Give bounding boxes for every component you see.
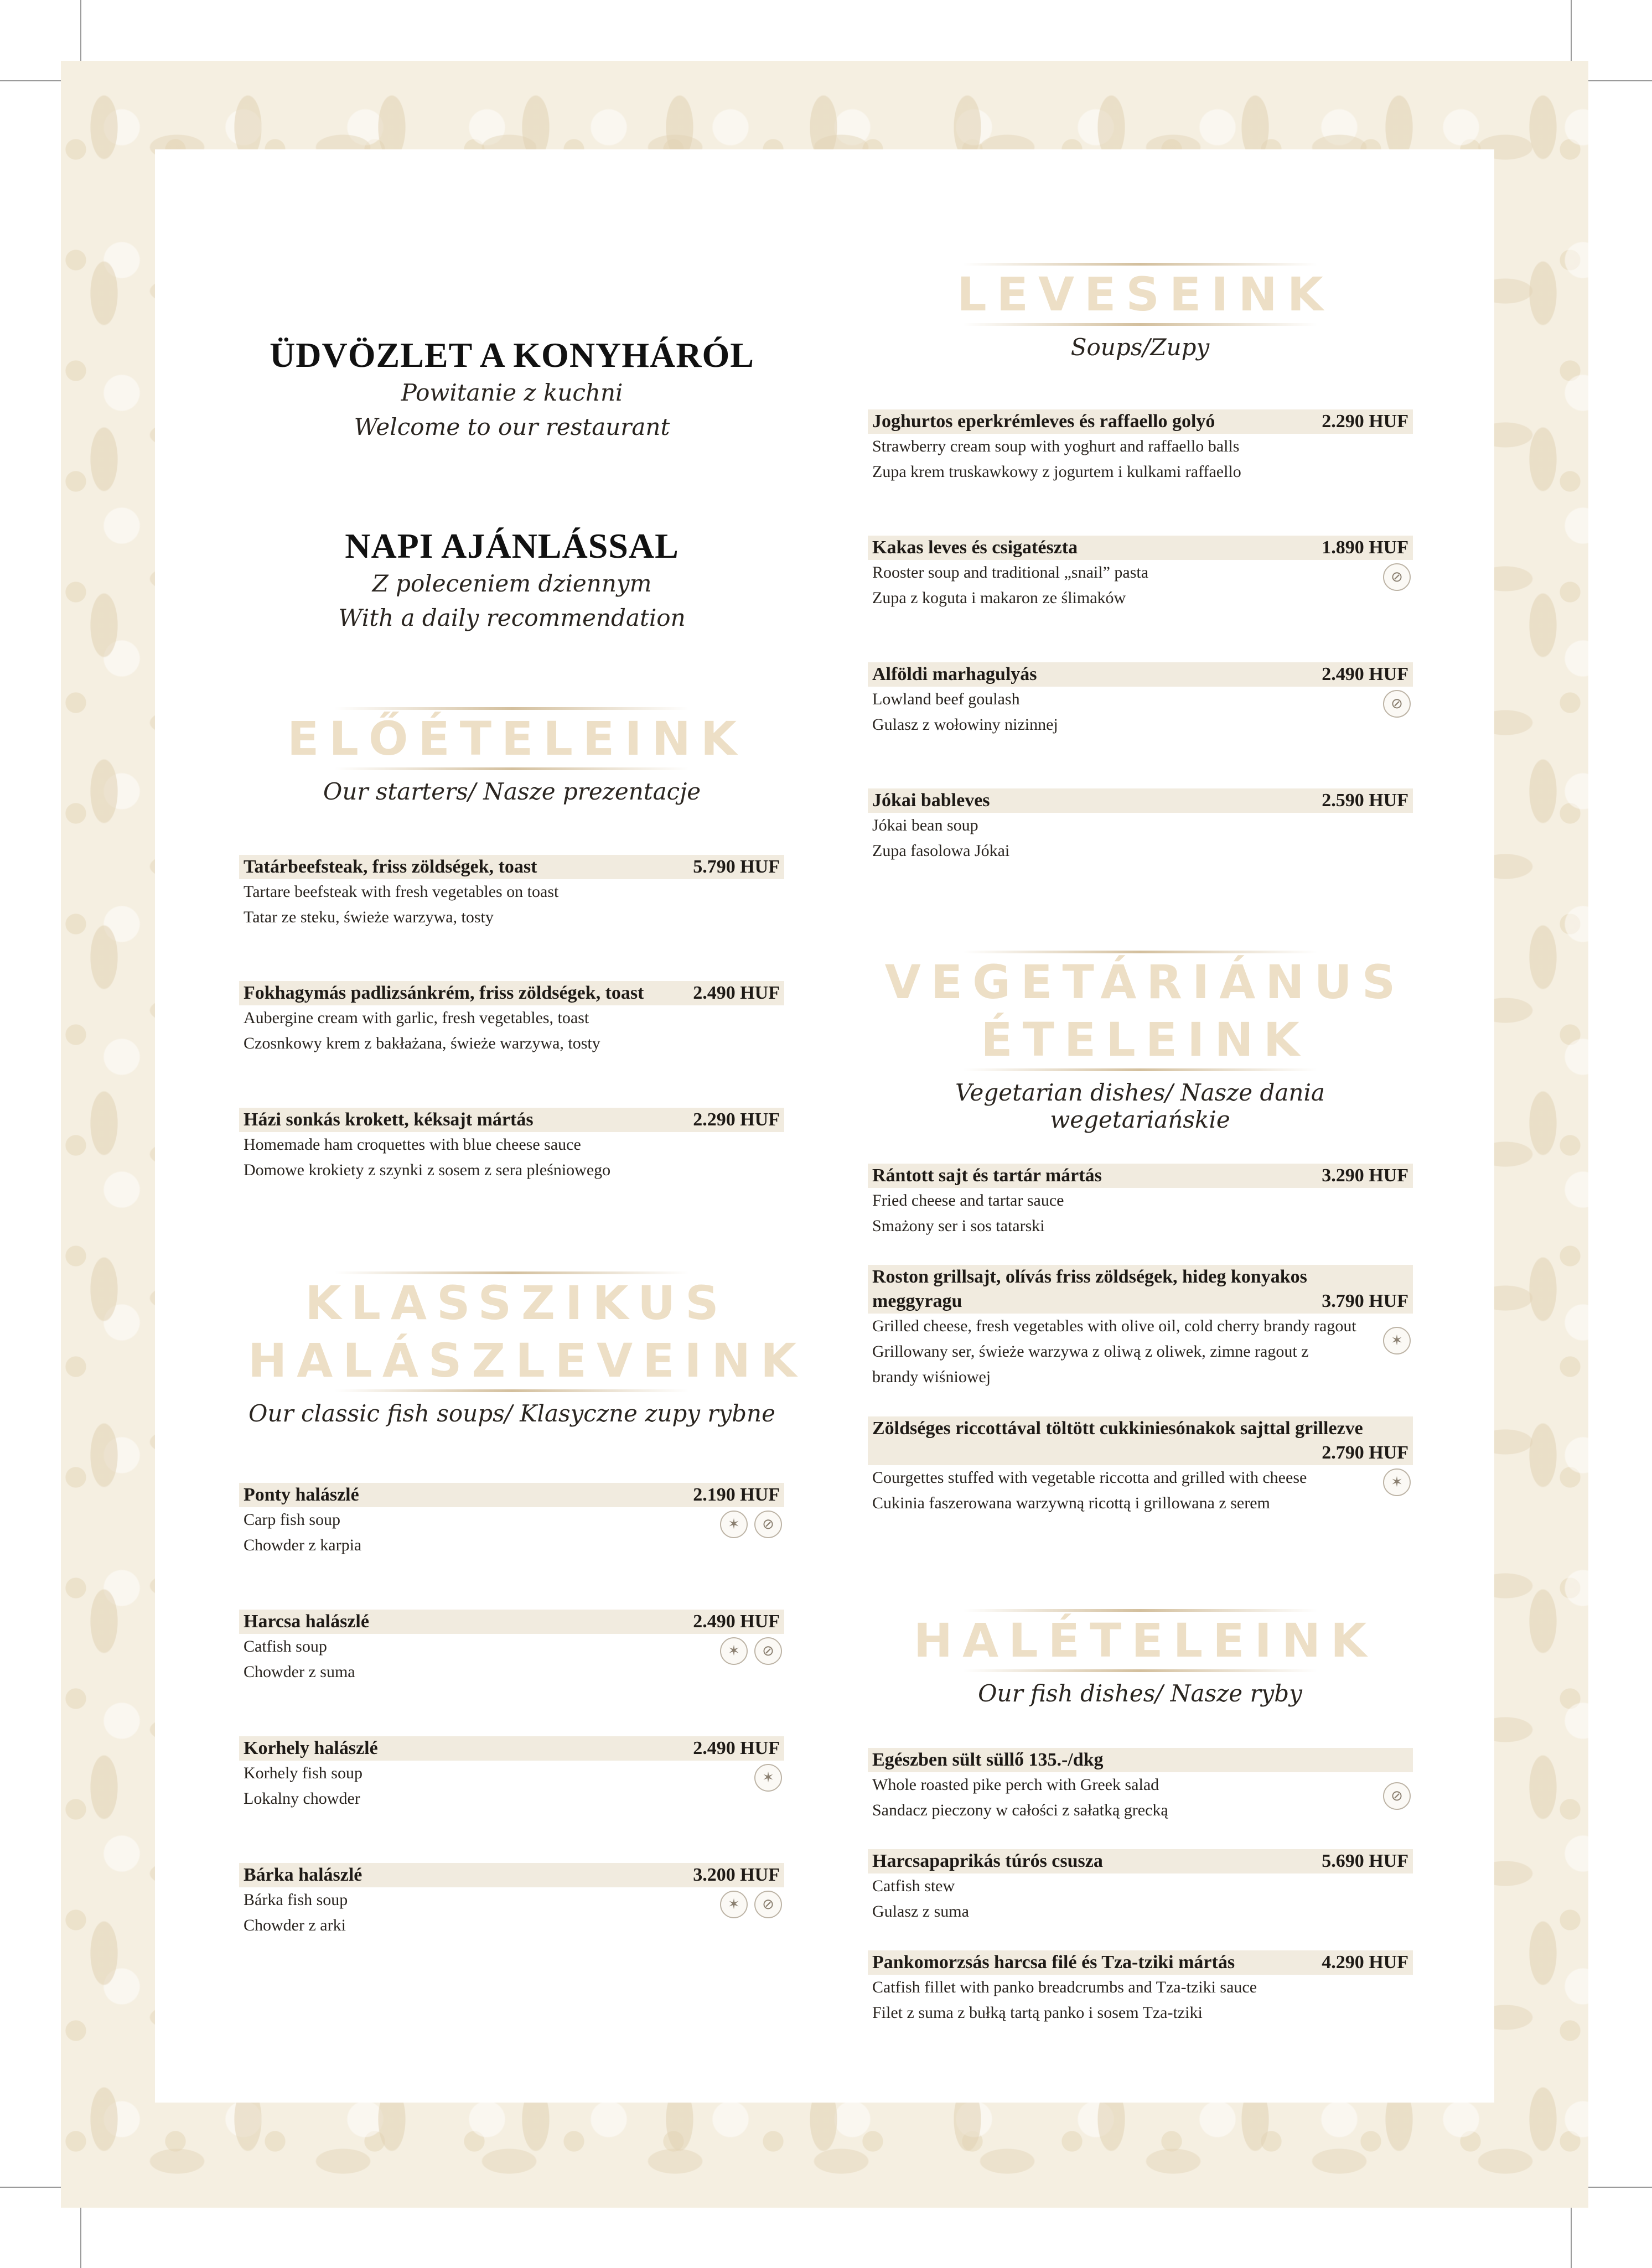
spicy-icon: ✶ [720, 1637, 748, 1665]
menu-item [239, 1736, 784, 1812]
item-price: 2.490 HUF [693, 983, 780, 1003]
section-title: LEVESEINK [957, 267, 1333, 321]
section-subtitle: Vegetarian dishes/ Nasze dania wegetariańskie [955, 1079, 1325, 1133]
item-desc-en: Fried cheese and tartar sauce [872, 1191, 1064, 1210]
item-desc-pl: Grillowany ser, świeże warzywa z oliwą z oliwek, zimne ragout z [872, 1342, 1309, 1361]
spicy-icon: ✶ [720, 1891, 748, 1918]
daily-title: NAPI AJÁNLÁSSAL [345, 526, 679, 565]
item-desc-en: Catfish fillet with panko breadcrumbs and Tza-tziki sauce [872, 1978, 1257, 1996]
header-rule [335, 1389, 689, 1392]
header-rule [335, 767, 689, 770]
crop-mark [0, 80, 64, 81]
crop-mark [80, 2204, 81, 2268]
header-rule [963, 323, 1317, 326]
menu-item [868, 409, 1413, 485]
item-name: Alföldi marhagulyás [872, 664, 1037, 684]
menu-item [239, 1483, 784, 1558]
item-price: 5.790 HUF [693, 857, 780, 877]
item-name: Joghurtos eperkrémleves és raffaello golyó [872, 411, 1215, 432]
section-header-vegetarian [866, 951, 1414, 1133]
crop-mark [0, 2187, 64, 2188]
item-name-line1: Roston grillsajt, olívás friss zöldségek, hideg konyakos [872, 1267, 1307, 1287]
section-title-line1: KLASSZIKUS [305, 1276, 729, 1330]
item-name: Ponty halászlé [244, 1485, 359, 1505]
item-name: Kakas leves és csigatészta [872, 537, 1078, 558]
item-desc-pl: Filet z suma z bułką tartą panko i sosem Tza-tziki [872, 2004, 1203, 2022]
item-desc-en: Homemade ham croquettes with blue cheese sauce [244, 1135, 581, 1154]
item-desc-en: Strawberry cream soup with yoghurt and raffaello balls [872, 437, 1240, 455]
section-title: ELŐÉTELEINK [287, 712, 747, 766]
section-title-line2: ÉTELEINK [981, 1013, 1309, 1067]
item-price: 2.790 HUF [1322, 1442, 1408, 1463]
item-name: Tatárbeefsteak, friss zöldségek, toast [244, 857, 537, 877]
item-desc-en: Korhely fish soup [244, 1764, 362, 1782]
item-name: Egészben sült süllő 135.-/dkg [872, 1750, 1104, 1770]
item-desc-en: Catfish soup [244, 1637, 327, 1655]
section-subtitle: Soups/Zupy [1070, 334, 1210, 361]
item-desc-pl-cont: brandy wiśniowej [872, 1368, 991, 1386]
section-header-fish-soups [238, 1271, 807, 1427]
menu-item [239, 1108, 784, 1183]
item-desc-pl: Smażony ser i sos tatarski [872, 1217, 1045, 1235]
menu-item [868, 1265, 1413, 1390]
item-desc-en: Catfish stew [872, 1877, 955, 1895]
item-name: Fokhagymás padlizsánkrém, friss zöldségek, toast [244, 983, 644, 1003]
item-name: Házi sonkás krokett, kéksajt mártás [244, 1109, 534, 1130]
crop-mark [80, 0, 81, 64]
section-header-fish-dishes [866, 1609, 1414, 1707]
section-title-line1: VEGETÁRIÁNUS [884, 955, 1406, 1009]
item-price: 2.590 HUF [1322, 790, 1408, 811]
item-desc-pl: Czosnkowy krem z bakłażana, świeże warzywa, tosty [244, 1034, 600, 1052]
item-desc-en: Carp fish soup [244, 1511, 340, 1529]
menu-item [239, 1610, 784, 1685]
item-name: Jókai bableves [872, 790, 990, 811]
welcome-pl: Powitanie z kuchni [401, 379, 623, 406]
item-desc-en: Tartare beefsteak with fresh vegetables on toast [244, 883, 559, 901]
daily-en: With a daily recommendation [338, 604, 686, 631]
item-price: 3.790 HUF [1322, 1291, 1408, 1311]
spicy-icon: ✶ [720, 1511, 748, 1538]
section-subtitle: Our starters/ Nasze prezentacje [323, 778, 701, 805]
menu-item [868, 662, 1413, 738]
item-desc-pl: Zupa krem truskawkowy z jogurtem i kulkami raffaello [872, 463, 1241, 481]
menu-item [868, 788, 1413, 864]
item-desc-en: Courgettes stuffed with vegetable riccotta and grilled with cheese [872, 1468, 1307, 1487]
welcome-en: Welcome to our restaurant [354, 413, 670, 440]
item-price: 5.690 HUF [1322, 1851, 1408, 1871]
gluten-free-icon: ⊘ [754, 1511, 782, 1538]
item-desc-pl: Sandacz pieczony w całości z sałatką grecką [872, 1801, 1168, 1819]
item-name: Pankomorzsás harcsa filé és Tza-tziki mártás [872, 1952, 1235, 1973]
item-desc-pl: Domowe krokiety z szynki z sosem z sera pleśniowego [244, 1161, 611, 1179]
item-desc-pl: Chowder z suma [244, 1663, 355, 1681]
menu-item [239, 981, 784, 1056]
item-name: Korhely halászlé [244, 1738, 378, 1758]
item-price: 2.290 HUF [693, 1109, 780, 1130]
crop-mark [1571, 2204, 1572, 2268]
daily-pl: Z poleceniem dziennym [372, 570, 652, 597]
item-name: Rántott sajt és tartár mártás [872, 1165, 1102, 1186]
item-desc-pl: Chowder z karpia [244, 1536, 362, 1554]
item-price: 4.290 HUF [1322, 1952, 1408, 1973]
menu-item [239, 855, 784, 930]
item-name: Harcsa halászlé [244, 1611, 369, 1632]
gluten-free-icon: ⊘ [1383, 563, 1411, 591]
gluten-free-icon: ⊘ [754, 1891, 782, 1918]
item-desc-pl: Cukinia faszerowana warzywną ricottą i grillowana z serem [872, 1494, 1270, 1512]
item-desc-en: Lowland beef goulash [872, 690, 1020, 708]
crop-mark [1588, 80, 1652, 81]
item-name: Harcsapaprikás túrós csusza [872, 1851, 1103, 1871]
item-price: 2.190 HUF [693, 1485, 780, 1505]
item-price: 2.490 HUF [1322, 664, 1408, 684]
gluten-free-icon: ⊘ [1383, 1782, 1411, 1810]
daily-block [238, 526, 786, 635]
welcome-block [238, 335, 786, 444]
crop-mark [1571, 0, 1572, 64]
item-desc-pl: Gulasz z suma [872, 1902, 969, 1921]
menu-item [868, 1416, 1413, 1516]
item-desc-pl: Chowder z arki [244, 1916, 346, 1934]
item-name-line2: meggyragu [872, 1291, 962, 1311]
item-desc-pl: Gulasz z wołowiny nizinnej [872, 715, 1058, 734]
section-header-soups [866, 263, 1414, 361]
menu-item [239, 1863, 784, 1938]
item-price: 2.490 HUF [693, 1738, 780, 1758]
header-rule [963, 1669, 1317, 1672]
item-name: Bárka halászlé [244, 1865, 362, 1885]
item-price: 2.490 HUF [693, 1611, 780, 1632]
spicy-icon: ✶ [1383, 1468, 1411, 1496]
item-price: 3.200 HUF [693, 1865, 780, 1885]
item-desc-pl: Zupa z koguta i makaron ze ślimaków [872, 589, 1126, 607]
section-subtitle: Our fish dishes/ Nasze ryby [978, 1680, 1302, 1707]
item-desc-en: Rooster soup and traditional „snail” pasta [872, 563, 1149, 582]
item-price: 1.890 HUF [1322, 537, 1408, 558]
item-desc-en: Bárka fish soup [244, 1891, 348, 1909]
gluten-free-icon: ⊘ [1383, 690, 1411, 718]
item-desc-en: Whole roasted pike perch with Greek salad [872, 1776, 1159, 1794]
section-header-starters [238, 707, 786, 805]
crop-mark [1588, 2187, 1652, 2188]
item-desc-pl: Zupa fasolowa Jókai [872, 842, 1010, 860]
menu-item [868, 1164, 1413, 1239]
section-subtitle: Our classic fish soups/ Klasyczne zupy rybne [248, 1400, 775, 1427]
menu-item [868, 536, 1413, 611]
item-price: 3.290 HUF [1322, 1165, 1408, 1186]
gluten-free-icon: ⊘ [754, 1637, 782, 1665]
menu-item [868, 1748, 1413, 1823]
section-title-line2: HALÁSZLEVEINK [248, 1333, 807, 1388]
item-desc-en: Jókai bean soup [872, 816, 978, 834]
item-name-line1: Zöldséges riccottával töltött cukkiniesónakok sajttal grillezve [872, 1418, 1363, 1439]
item-desc-pl: Tatar ze steku, świeże warzywa, tosty [244, 908, 494, 926]
item-price: 2.290 HUF [1322, 411, 1408, 432]
menu-item [868, 1849, 1413, 1924]
header-rule [963, 1068, 1317, 1071]
section-title: HALÉTELEINK [913, 1613, 1377, 1668]
spicy-icon: ✶ [754, 1764, 782, 1792]
item-desc-pl: Lokalny chowder [244, 1789, 360, 1808]
spicy-icon: ✶ [1383, 1327, 1411, 1354]
menu-item [868, 1950, 1413, 2026]
welcome-title: ÜDVÖZLET A KONYHÁRÓL [270, 335, 754, 375]
item-desc-en: Aubergine cream with garlic, fresh vegetables, toast [244, 1009, 589, 1027]
item-desc-en: Grilled cheese, fresh vegetables with olive oil, cold cherry brandy ragout [872, 1317, 1356, 1335]
